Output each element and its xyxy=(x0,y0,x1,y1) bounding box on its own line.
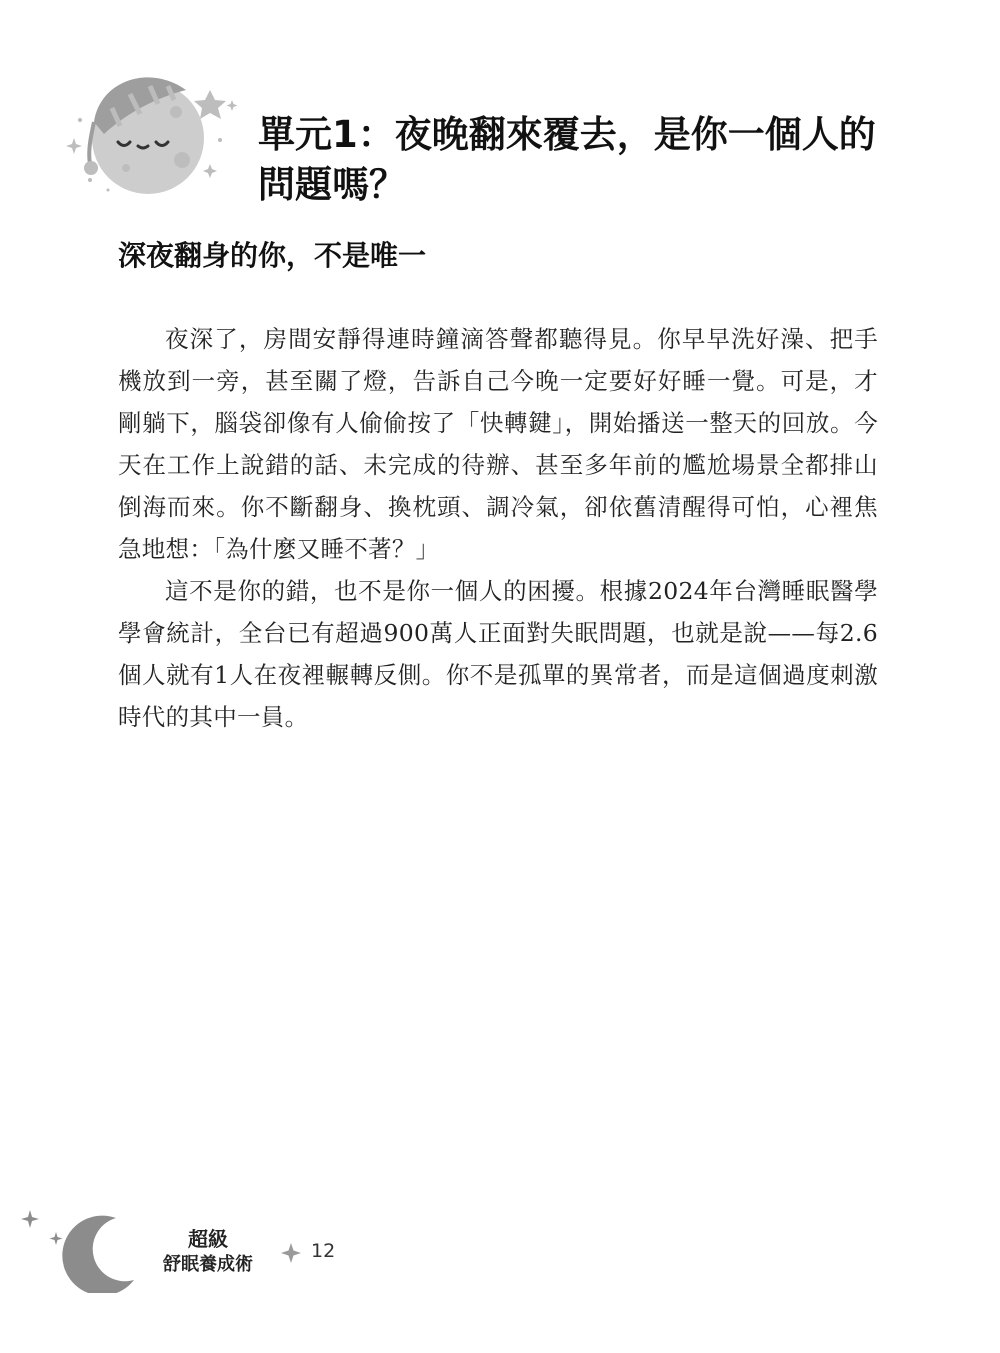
book-title xyxy=(148,1226,268,1278)
section-heading: 深夜翻身的你，不是唯一 xyxy=(118,239,427,272)
page-number: 12 xyxy=(311,1240,336,1262)
sleeping-moon-with-nightcap-icon xyxy=(60,60,250,210)
body-text xyxy=(118,318,878,738)
paragraph: 夜深了，房間安靜得連時鐘滴答聲都聽得見。你早早洗好澡、把手機放到一旁，甚至關了燈，告訴自己今晚一定要好好睡一覺。可是，才剛躺下，腦袋卻像有人偷偷按了「快轉鍵」，開始播送一整天的回放。今天在工作上說錯的話、未完成的待辦、甚至多年前的尷尬場景全都排山倒海而來。你不斷翻身、換枕頭、調冷氣，卻依舊清醒得可怕，心裡焦急地想：「為什麼又睡不著？」 xyxy=(118,325,878,563)
book-title-line2: 舒眠養成術 xyxy=(163,1254,253,1275)
crescent-moon-icon xyxy=(16,1208,146,1293)
paragraph: 這不是你的錯，也不是你一個人的困擾。根據2024年台灣睡眠醫學學會統計，全台已有超過900萬人正面對失眠問題，也就是說——每2.6個人就有1人在夜裡輾轉反側。你不是孤單的異常者，而是這個過度刺激時代的其中一員。 xyxy=(118,577,878,731)
sparkle-star-icon xyxy=(280,1242,302,1264)
book-title-line1: 超級 xyxy=(188,1227,228,1251)
unit-title: 單元1：夜晚翻來覆去，是你一個人的問題嗎？ xyxy=(258,113,876,206)
